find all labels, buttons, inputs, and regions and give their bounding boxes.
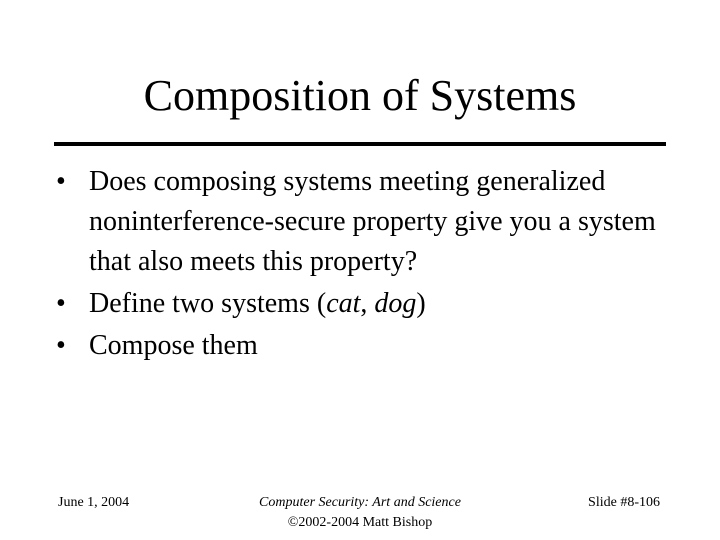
title-divider: [54, 142, 666, 146]
system-name-dog: dog: [374, 288, 417, 319]
bullet-marker: •: [56, 330, 66, 361]
slide-title: Composition of Systems: [143, 71, 577, 120]
footer-book-credit: [200, 493, 520, 533]
bullet-marker: •: [56, 288, 66, 319]
bullet-text-part: ,: [360, 288, 375, 319]
bullet-text-part: Define two systems (: [89, 288, 327, 319]
bullet-marker: •: [56, 166, 66, 197]
bullet-list: [56, 162, 676, 368]
footer-slide-number: Slide #8-106: [588, 495, 660, 510]
bullet-item: [56, 326, 676, 366]
bullet-text: Does composing systems meeting generalized noninterference-secure property give you a system that also meets this property?: [89, 166, 656, 277]
footer-date: June 1, 2004: [58, 495, 130, 510]
system-name-cat: cat: [326, 288, 361, 319]
footer-copyright: ©2002-2004 Matt Bishop: [287, 515, 433, 530]
bullet-text-part: ): [416, 288, 426, 319]
bullet-item: [56, 284, 676, 324]
bullet-item: [56, 162, 676, 282]
bullet-text: Compose them: [89, 330, 258, 361]
footer-book-title: Computer Security: Art and Science: [259, 495, 461, 510]
bullet-text: [89, 288, 426, 319]
